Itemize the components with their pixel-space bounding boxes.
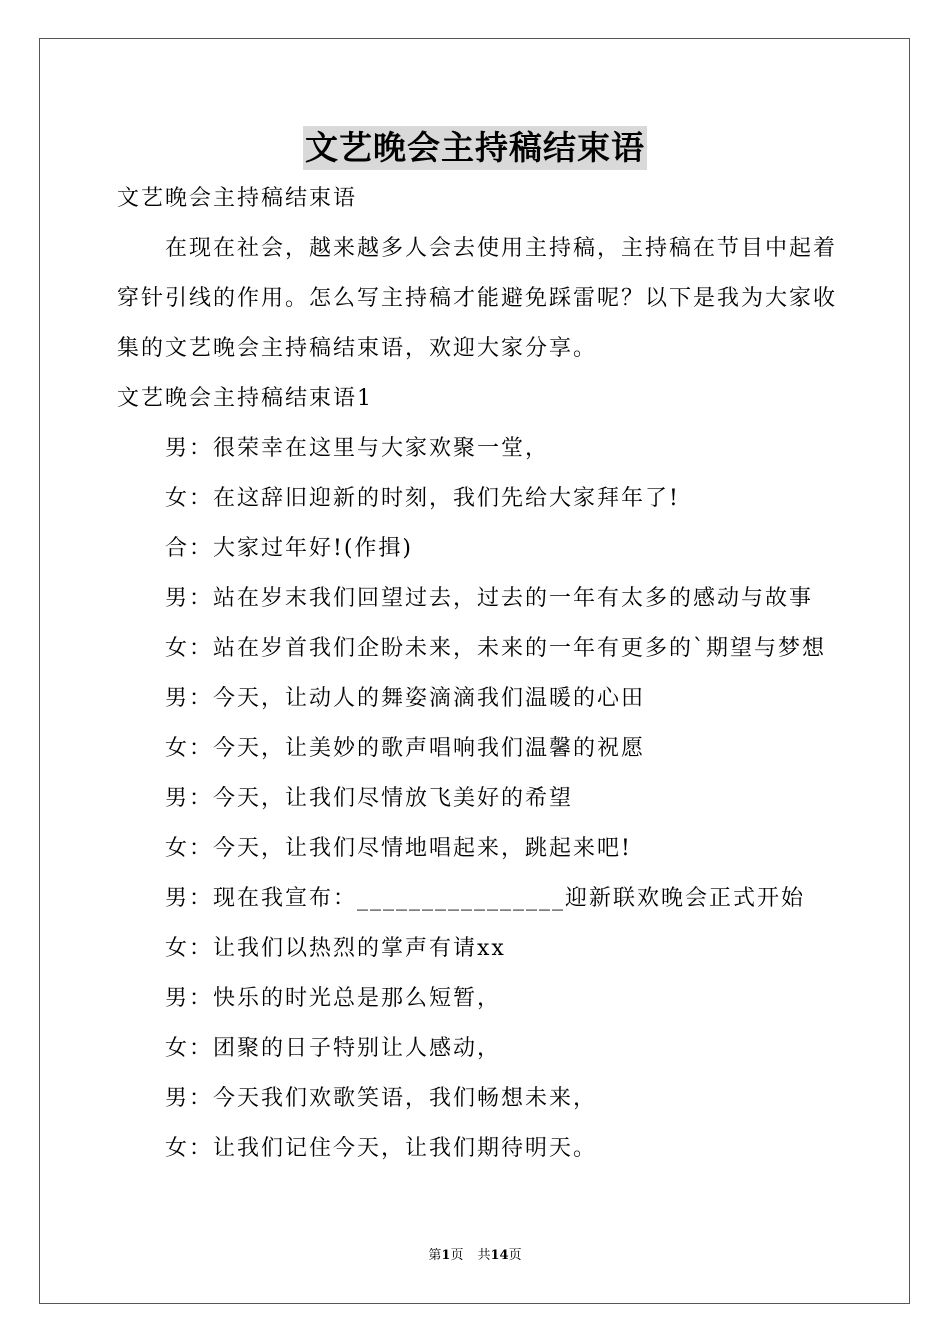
paragraph-line: 穿针引线的作用。怎么写主持稿才能避免踩雷呢？以下是我为大家收 xyxy=(117,286,838,311)
dialogue-line: 女：让我们以热烈的掌声有请xx xyxy=(165,936,506,961)
total-pages: 14 xyxy=(490,1248,509,1263)
dialogue-line: 女：站在岁首我们企盼未来，未来的一年有更多的`期望与梦想 xyxy=(165,636,827,661)
dialogue-line: 合：大家过年好!(作揖) xyxy=(165,536,414,561)
page-suffix: 页 xyxy=(450,1248,464,1263)
total-prefix: 共 xyxy=(477,1248,491,1263)
document-title xyxy=(0,126,950,176)
dialogue-line: 女：今天，让我们尽情地唱起来，跳起来吧! xyxy=(165,836,632,861)
dialogue-line: 男：很荣幸在这里与大家欢聚一堂， xyxy=(165,436,550,461)
dialogue-line: 男：今天，让动人的舞姿滴滴我们温暖的心田 xyxy=(165,686,646,711)
dialogue-line: 女：今天，让美妙的歌声唱响我们温馨的祝愿 xyxy=(165,736,646,761)
section-heading: 文艺晚会主持稿结束语1 xyxy=(117,386,373,411)
dialogue-line: 女：让我们记住今天，让我们期待明天。 xyxy=(165,1136,598,1161)
total-suffix: 页 xyxy=(508,1248,522,1263)
dialogue-line: 男：今天我们欢歌笑语，我们畅想未来， xyxy=(165,1086,598,1111)
dialogue-line: 男：现在我宣布：________________迎新联欢晚会正式开始 xyxy=(165,886,806,911)
dialogue-line: 女：在这辞旧迎新的时刻，我们先给大家拜年了! xyxy=(165,486,680,511)
page-prefix: 第 xyxy=(428,1248,442,1263)
document-title-text: 文艺晚会主持稿结束语 xyxy=(303,126,647,170)
page-number: 1 xyxy=(441,1248,451,1263)
document-body xyxy=(117,177,837,1177)
dialogue-line: 男：今天，让我们尽情放飞美好的希望 xyxy=(165,786,574,811)
dialogue-line: 男：站在岁末我们回望过去，过去的一年有太多的感动与故事 xyxy=(165,586,814,611)
dialogue-line: 女：团聚的日子特别让人感动， xyxy=(165,1036,502,1061)
page-footer xyxy=(0,1246,950,1266)
paragraph-line: 集的文艺晚会主持稿结束语，欢迎大家分享。 xyxy=(117,336,598,361)
paragraph-line: 在现在社会，越来越多人会去使用主持稿，主持稿在节目中起着 xyxy=(165,236,838,261)
paragraph-line: 文艺晚会主持稿结束语 xyxy=(117,186,358,211)
dialogue-line: 男：快乐的时光总是那么短暂， xyxy=(165,986,502,1011)
